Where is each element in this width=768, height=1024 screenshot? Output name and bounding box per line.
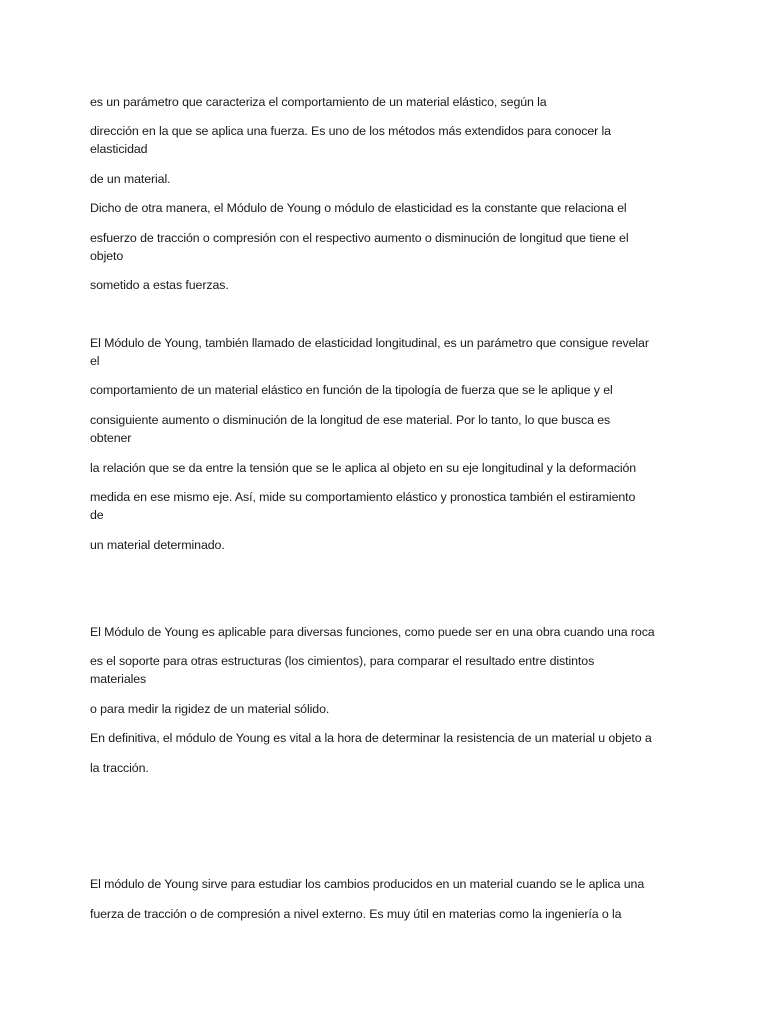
text-line: obtener [90, 431, 132, 445]
text-line: En definitiva, el módulo de Young es vital a la hora de determinar la resistencia de un material u objeto a [90, 731, 652, 745]
text-line: es el soporte para otras estructuras (los cimientos), para comparar el resultado entre distintos [90, 654, 595, 668]
text-line: esfuerzo de tracción o compresión con el respectivo aumento o disminución de longitud que tiene el [90, 231, 629, 245]
text-line: El Módulo de Young es aplicable para diversas funciones, como puede ser en una obra cuando una roca [90, 625, 655, 639]
text-line: consiguiente aumento o disminución de la longitud de ese material. Por lo tanto, lo que busca es [90, 413, 611, 427]
text-line: o para medir la rigidez de un material sólido. [90, 702, 330, 716]
text-line: la tracción. [90, 761, 149, 775]
text-line: es un parámetro que caracteriza el comportamiento de un material elástico, según la [90, 95, 547, 109]
text-line: objeto [90, 249, 124, 263]
text-line: comportamiento de un material elástico en función de la tipología de fuerza que se le aplique y el [90, 383, 613, 397]
text-line: la relación que se da entre la tensión que se le aplica al objeto en su eje longitudinal y la deformación [90, 461, 637, 475]
text-line: medida en ese mismo eje. Así, mide su comportamiento elástico y pronostica también el estiramiento [90, 490, 636, 504]
text-line: el [90, 354, 100, 368]
text-line: de [90, 508, 104, 522]
text-line: un material determinado. [90, 538, 225, 552]
text-line: elasticidad [90, 142, 148, 156]
text-line: de un material. [90, 172, 171, 186]
text-line: materiales [90, 672, 147, 686]
text-line: sometido a estas fuerzas. [90, 278, 229, 292]
text-line: Dicho de otra manera, el Módulo de Young o módulo de elasticidad es la constante que relaciona el [90, 201, 627, 215]
text-line: El Módulo de Young, también llamado de elasticidad longitudinal, es un parámetro que consigue revelar [90, 336, 649, 350]
text-line: fuerza de tracción o de compresión a nivel externo. Es muy útil en materias como la ingeniería o la [90, 907, 622, 921]
text-line: dirección en la que se aplica una fuerza. Es uno de los métodos más extendidos para conocer la [90, 124, 611, 138]
text-line: El módulo de Young sirve para estudiar los cambios producidos en un material cuando se le aplica una [90, 877, 645, 891]
